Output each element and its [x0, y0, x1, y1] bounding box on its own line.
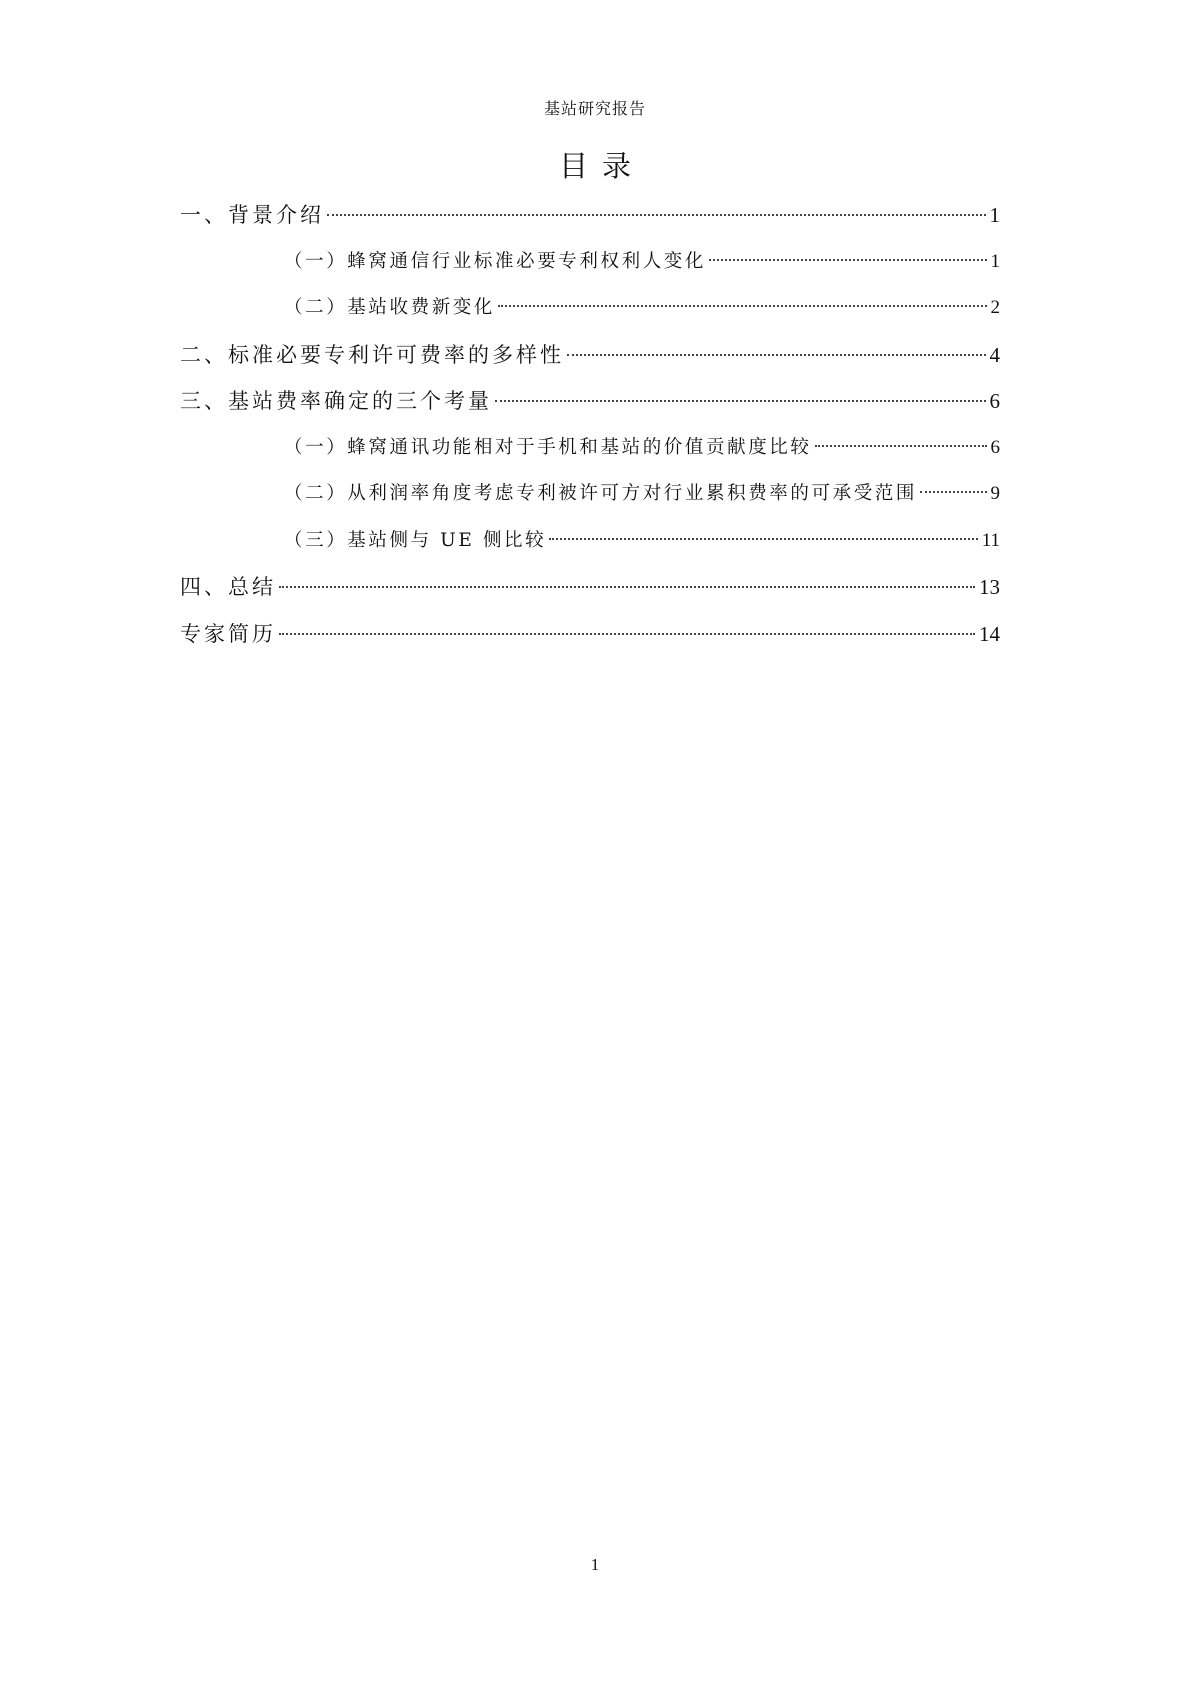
toc-entry-text: 四、总结 [180, 575, 276, 599]
toc-entry-text: （二）从利润率角度考虑专利被许可方对行业累积费率的可承受范围 [284, 483, 918, 504]
dot-leader [567, 354, 986, 356]
table-of-contents [180, 200, 1000, 665]
dot-leader [709, 259, 986, 261]
toc-entry-text: （一）蜂窝通讯功能相对于手机和基站的价值贡献度比较 [284, 436, 812, 458]
toc-entry-text: 一、背景介绍 [180, 203, 324, 227]
toc-entry-page: 14 [979, 621, 1000, 646]
dot-leader [920, 491, 986, 493]
toc-entry-background[interactable] [180, 200, 1000, 247]
toc-entry-page: 6 [990, 436, 1000, 458]
dot-leader [815, 445, 987, 447]
toc-title: 目录 [558, 149, 645, 183]
toc-entry-profit-margin[interactable] [180, 479, 1000, 526]
toc-entry-text: 三、基站费率确定的三个考量 [180, 389, 492, 413]
toc-entry-base-station-fees[interactable] [180, 293, 1000, 340]
dot-leader [549, 538, 977, 540]
toc-entry-page: 9 [990, 483, 1000, 504]
dot-leader [327, 214, 986, 216]
toc-entry-page: 11 [981, 529, 1000, 551]
dot-leader [279, 586, 975, 588]
dot-leader [498, 305, 986, 307]
toc-entry-expert-resumes[interactable] [180, 619, 1000, 666]
toc-entry-page: 13 [979, 575, 1000, 599]
running-header: 基站研究报告 [543, 99, 646, 118]
toc-entry-summary[interactable] [180, 572, 1000, 619]
dot-leader [279, 633, 975, 635]
toc-entry-value-contribution[interactable] [180, 433, 1000, 480]
toc-entry-rate-diversity[interactable] [180, 340, 1000, 387]
toc-entry-text: （三）基站侧与 UE 侧比较 [284, 529, 547, 551]
toc-entry-page: 6 [989, 389, 1000, 413]
toc-entry-page: 1 [989, 203, 1000, 227]
page-number: 1 [590, 1555, 600, 1574]
toc-entry-page: 2 [990, 297, 1000, 318]
toc-entry-bs-vs-ue[interactable] [180, 526, 1000, 573]
toc-entry-page: 4 [989, 342, 1000, 367]
toc-entry-text: 专家简历 [180, 621, 276, 646]
toc-entry-text: 二、标准必要专利许可费率的多样性 [180, 342, 564, 367]
toc-entry-three-considerations[interactable] [180, 386, 1000, 433]
toc-entry-text: （二）基站收费新变化 [284, 297, 496, 318]
toc-entry-sep-holder-change[interactable] [180, 247, 1000, 294]
dot-leader [495, 400, 986, 402]
toc-entry-page: 1 [990, 250, 1000, 272]
toc-entry-text: （一）蜂窝通信行业标准必要专利权利人变化 [284, 250, 707, 272]
